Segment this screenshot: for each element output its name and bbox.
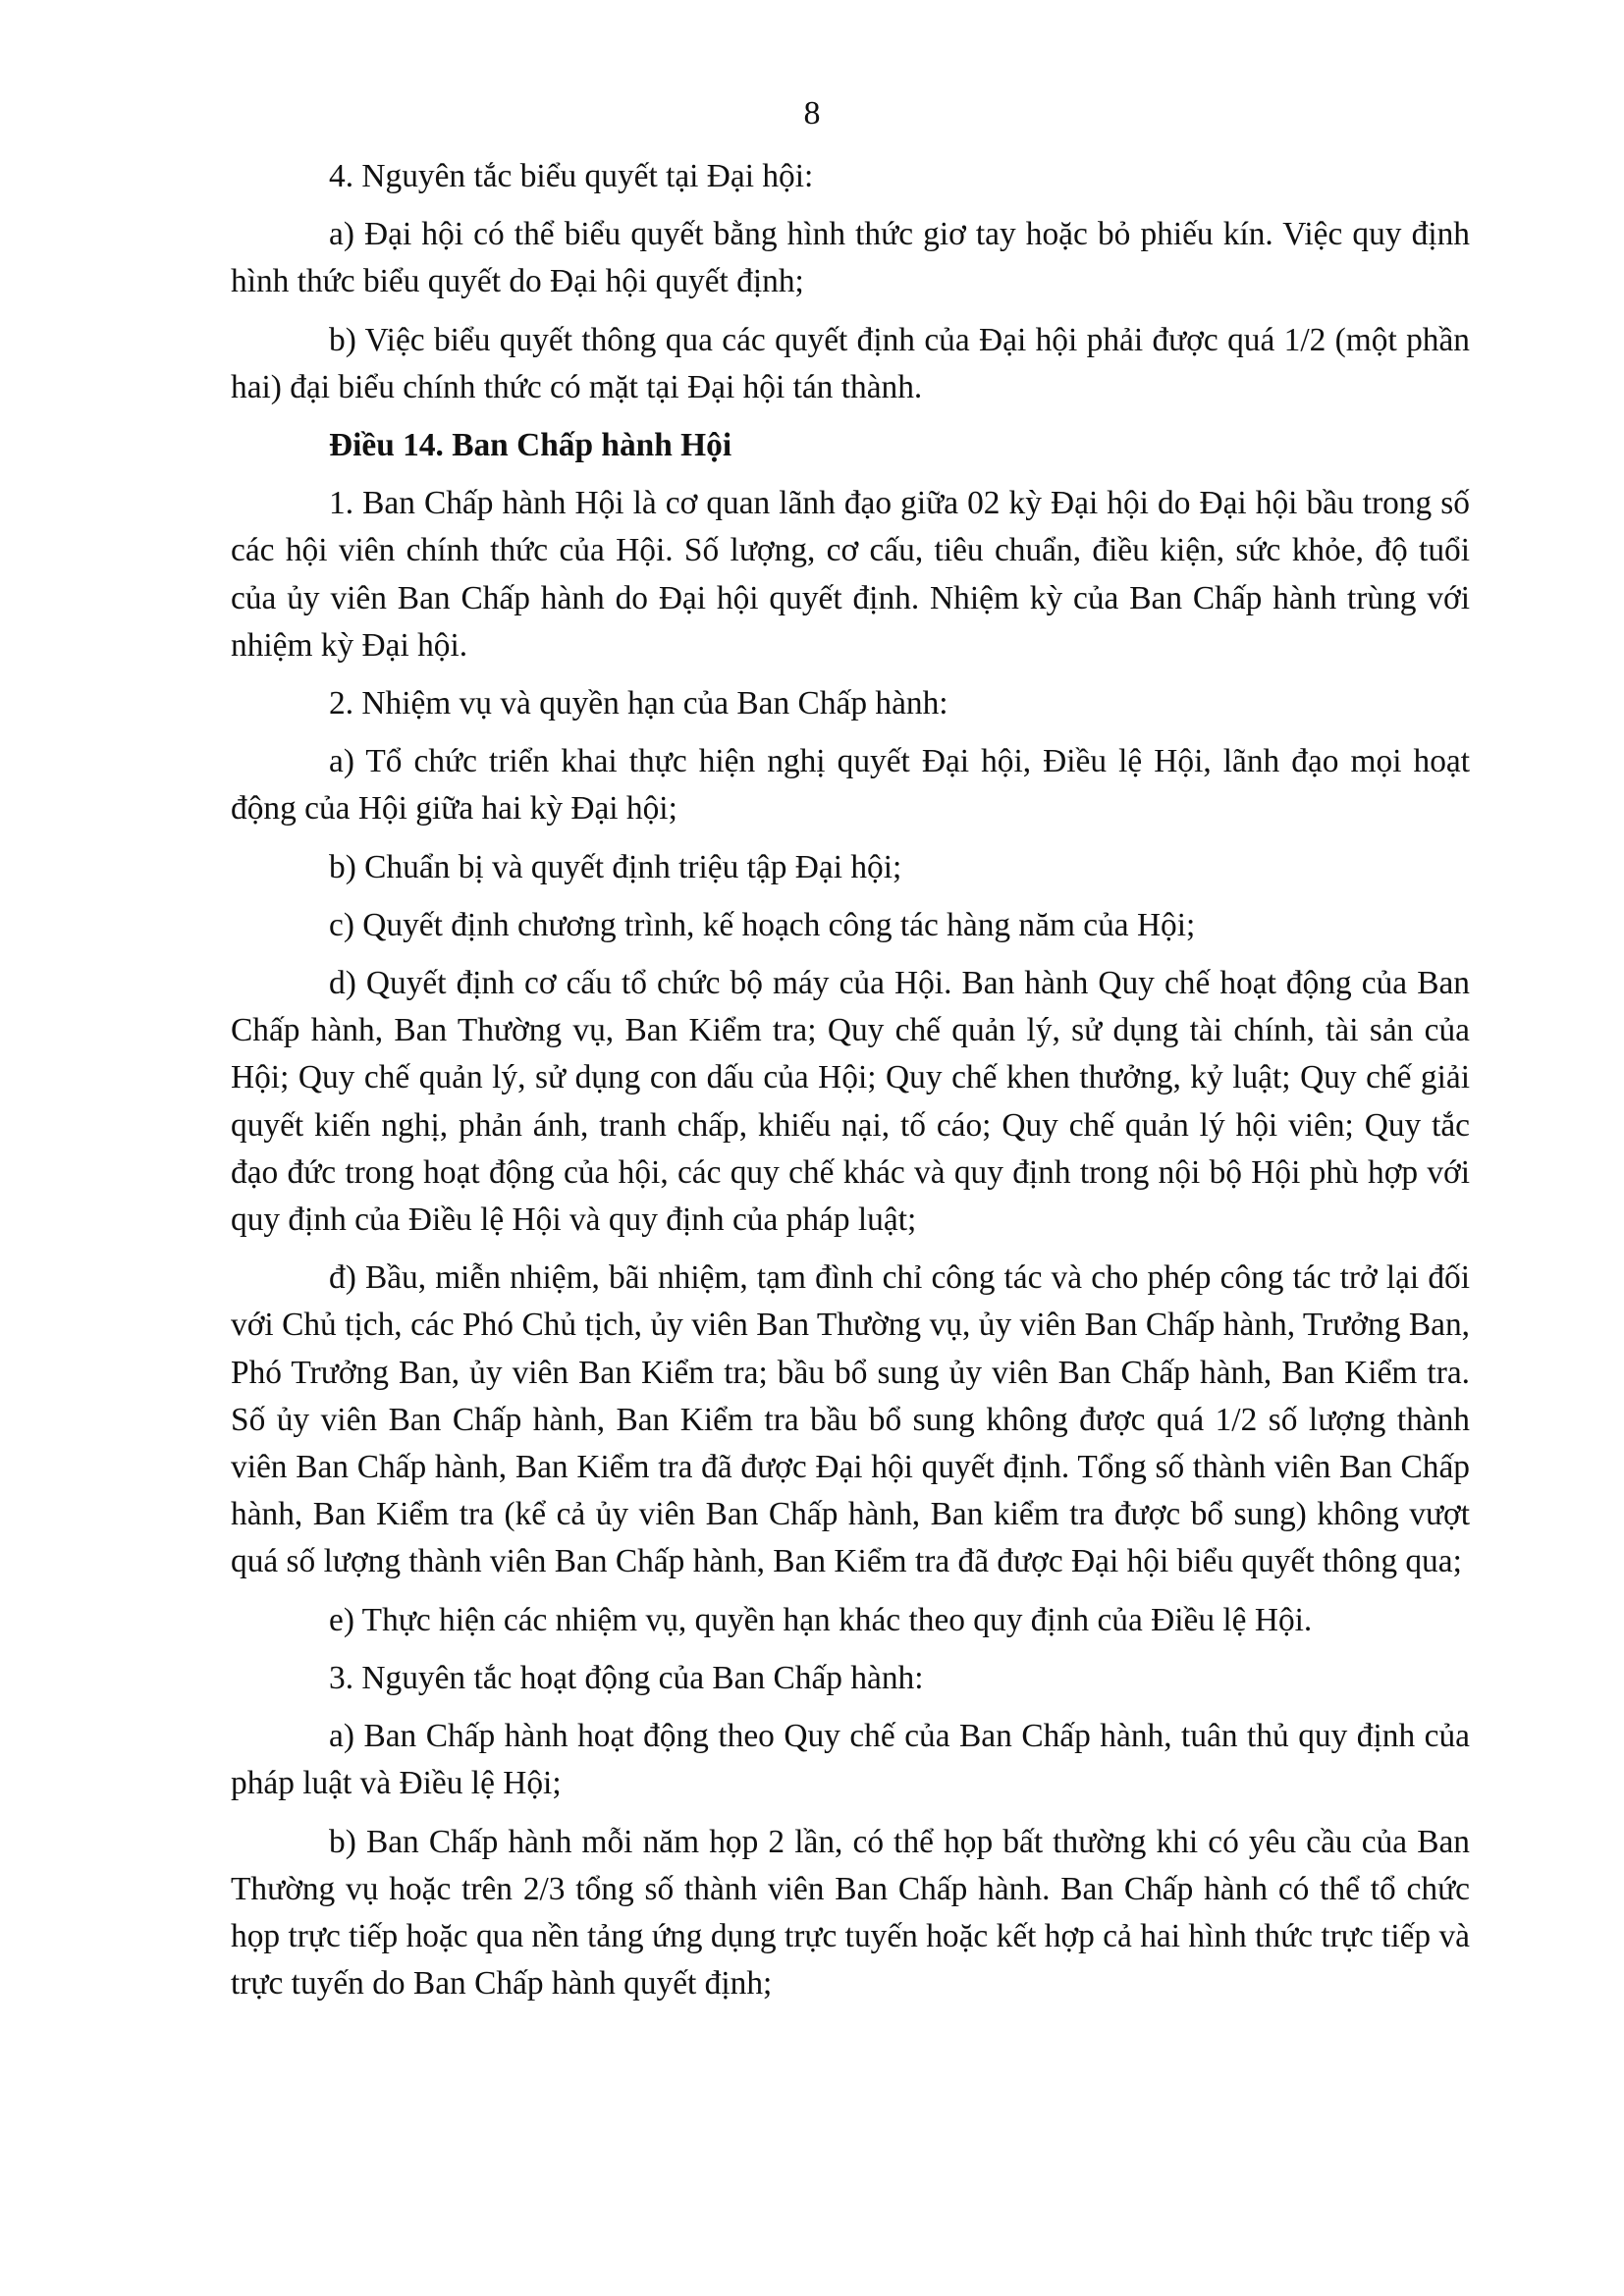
article-14-clause-3-item-b: b) Ban Chấp hành mỗi năm họp 2 lần, có thể họp bất thường khi có yêu cầu của Ban Thường vụ hoặc trên 2/3 tổng số thành viên Ban Chấp hành. Ban Chấp hành có thể tổ chức họp trực tiếp hoặc qua nền tảng ứng dụng trực tuyến hoặc kết hợp cả hai hình thức trực tiếp và trực tuyến do Ban Chấp hành quyết định; (231, 1823, 1470, 2002)
clause-4-voting-principles: 4. Nguyên tắc biểu quyết tại Đại hội: (329, 158, 814, 194)
article-14-clause-2-item-e: e) Thực hiện các nhiệm vụ, quyền hạn khác theo quy định của Điều lệ Hội. (329, 1601, 1313, 1638)
article-14-clause-1: 1. Ban Chấp hành Hội là cơ quan lãnh đạo giữa 02 kỳ Đại hội do Đại hội bầu trong số các hội viên chính thức của Hội. Số lượng, cơ cấu, tiêu chuẩn, điều kiện, sức khỏe, độ tuổi của ủy viên Ban Chấp hành do Đại hội quyết định. Nhiệm kỳ của Ban Chấp hành trùng với nhiệm kỳ Đại hội. (231, 485, 1470, 664)
article-14-clause-2: 2. Nhiệm vụ và quyền hạn của Ban Chấp hành: (329, 685, 948, 722)
article-14-clause-2-item-c: c) Quyết định chương trình, kế hoạch công tác hàng năm của Hội; (329, 906, 1196, 943)
article-14-heading: Điều 14. Ban Chấp hành Hội (329, 427, 732, 464)
clause-4-item-a: a) Đại hội có thể biểu quyết bằng hình thức giơ tay hoặc bỏ phiếu kín. Việc quy định hình thức biểu quyết do Đại hội quyết định; (231, 216, 1470, 300)
clause-4-item-b: b) Việc biểu quyết thông qua các quyết định của Đại hội phải được quá 1/2 (một phần hai) đại biểu chính thức có mặt tại Đại hội tán thành. (231, 321, 1470, 405)
article-14-clause-3: 3. Nguyên tắc hoạt động của Ban Chấp hành: (329, 1659, 924, 1696)
article-14-clause-2-item-b: b) Chuẩn bị và quyết định triệu tập Đại hội; (329, 848, 902, 885)
article-14-clause-2-item-d: d) Quyết định cơ cấu tổ chức bộ máy của Hội. Ban hành Quy chế hoạt động của Ban Chấp hành, Ban Thường vụ, Ban Kiểm tra; Quy chế quản lý, sử dụng tài chính, tài sản của Hội; Quy chế quản lý, sử dụng con dấu của Hội; Quy chế khen thưởng, kỷ luật; Quy chế giải quyết kiến nghị, phản ánh, tranh chấp, khiếu nại, tố cáo; Quy chế quản lý hội viên; Quy tắc đạo đức trong hoạt động của hội, các quy chế khác và quy định trong nội bộ Hội phù hợp với quy định của Điều lệ Hội và quy định của pháp luật; (231, 965, 1470, 1239)
article-14-clause-3-item-a: a) Ban Chấp hành hoạt động theo Quy chế của Ban Chấp hành, tuân thủ quy định của pháp luật và Điều lệ Hội; (231, 1718, 1470, 1802)
document-body (231, 153, 1470, 2018)
article-14-clause-2-item-a: a) Tổ chức triển khai thực hiện nghị quyết Đại hội, Điều lệ Hội, lãnh đạo mọi hoạt động của Hội giữa hai kỳ Đại hội; (231, 743, 1470, 828)
article-14-clause-2-item-dd: đ) Bầu, miễn nhiệm, bãi nhiệm, tạm đình chỉ công tác và cho phép công tác trở lại đối với Chủ tịch, các Phó Chủ tịch, ủy viên Ban Thường vụ, ủy viên Ban Chấp hành, Trưởng Ban, Phó Trưởng Ban, ủy viên Ban Kiểm tra; bầu bổ sung ủy viên Ban Chấp hành, Ban Kiểm tra. Số ủy viên Ban Chấp hành, Ban Kiểm tra bầu bổ sung không được quá 1/2 số lượng thành viên Ban Chấp hành, Ban Kiểm tra đã được Đại hội quyết định. Tổng số thành viên Ban Chấp hành, Ban Kiểm tra (kể cả ủy viên Ban Chấp hành, Ban kiểm tra được bổ sung) không vượt quá số lượng thành viên Ban Chấp hành, Ban Kiểm tra đã được Đại hội biểu quyết thông qua; (231, 1259, 1470, 1580)
page-number: 8 (803, 95, 821, 132)
